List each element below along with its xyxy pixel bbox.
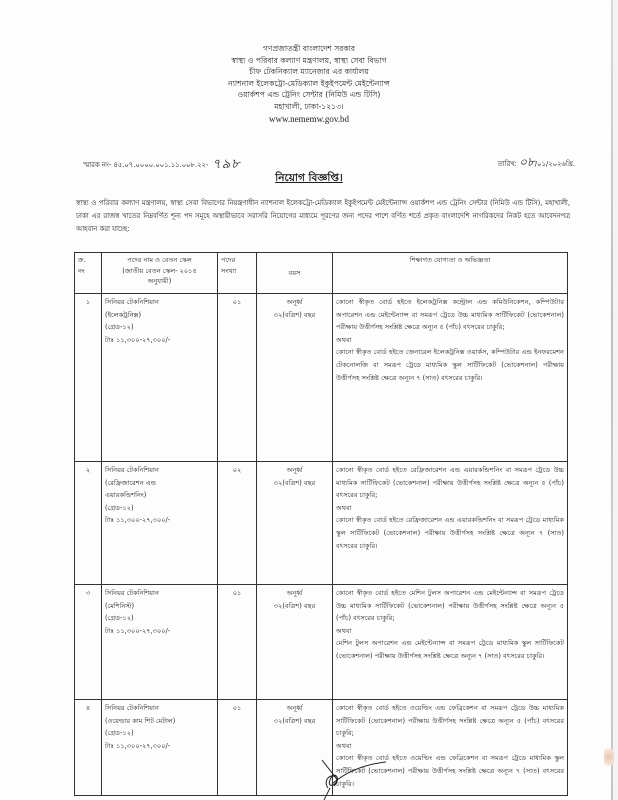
memo-row (83, 151, 575, 172)
cell-age: অনূর্ধ্ব ৩২(বত্রিশ) বছর (257, 700, 333, 796)
letterhead-line-address: মহাখালী, ঢাকা-১২১৩। (274, 101, 344, 111)
cell-quantity: ০১ (218, 294, 257, 462)
cell-qualification: কোনো স্বীকৃত বোর্ড হইতে রেফ্রিজারেশন এন্ড এয়ারকন্ডিশনিং বা সমরূপ ট্রেডে উচ্চ মাধ্যমিক সার্টিফিকেট (ভোকেশনাল) পরীক্ষায় উত্তীর্ণসহ সংশ্লিষ্ট ক্ষেত্রে অন্যূন ৫ (পাঁচ) বৎসরের চাকুরি; অথবা কোনো স্বীকৃত বোর্ড হইতে রেফ্রিজারেশন এন্ড এয়ারকন্ডিশনিং বা সমরূপ ট্রেডে মাধ্যমিক স্কুল সার্টিফিকেট (ভোকেশনাল) পরীক্ষায় উত্তীর্ণসহ সংশ্লিষ্ট ক্ষেত্রে অন্যূন ৭ (সাত) বৎসরের চাকুরি। (333, 462, 568, 585)
intro-paragraph: স্বাস্থ্য ও পরিবার কল্যাণ মন্ত্রণালয়, স্বাস্থ্য সেবা বিভাগের নিয়ন্ত্রণাধীন ন্যাশনাল ইলেকট্রো-মেডিক্যাল ইকুইপমেন্ট মেইন্টেন্যান্স ওয়ার্কশপ এন্ড ট্রেনিং সেন্টার (নিমিউ এন্ড টিসি), মহাখালী, ঢাকা এর রাজস্ব খাতের নিম্নবর্ণিত শূন্য পদ সমূহে অস্থায়ীভাবে সরাসরি নিয়োগের মাধ্যমে পূরণের জন্য পদের পাশে বর্ণিত শর্তে প্রকৃত বাংলাদেশি নাগরিকদের নিকট হতে আবেদনপত্র আহবান করা যাচ্ছে: (76, 199, 570, 234)
table-row (75, 462, 568, 585)
cell-quantity: ০১ (218, 700, 257, 796)
table-row (75, 585, 568, 700)
cell-quantity: ০২ (218, 462, 257, 585)
letterhead-line-office: চীফ টেকনিক্যাল ম্যানেজার এর কার্যালয় (249, 67, 369, 77)
table-header-row (75, 253, 568, 294)
notice-title: নিয়োগ বিজ্ঞপ্তি। (275, 172, 343, 184)
cell-age: অনূর্ধ্ব ৩২(বত্রিশ) বছর (257, 294, 333, 462)
cell-serial: ১ (75, 294, 102, 462)
cell-serial: ২ (75, 462, 102, 585)
posts-table (74, 252, 568, 796)
date-handwritten-day: ০৮ (519, 155, 535, 169)
date-label: তারিখ: (497, 160, 517, 168)
cell-qualification: কোনো স্বীকৃত বোর্ড হইতে মেশিন টুলস অপারেশন এন্ড মেইন্টেন্যান্স বা সমরূপ ট্রেডে উচ্চ মাধ্যমিক সার্টিফিকেট (ভোকেশনাল) পরীক্ষায় উত্তীর্ণসহ সংশ্লিষ্ট ক্ষেত্রে অন্যূন ৫ (পাঁচ) বৎসরের চাকুরি; অথবা মেশিন টুলস অপারেশন এন্ড মেইন্টেন্যান্স বা সমরূপ ট্রেডে মাধ্যমিক স্কুল সার্টিফিকেট (ভোকেশনাল) পরীক্ষায় উত্তীর্ণসহ সংশ্লিষ্ট ক্ষেত্রে অন্যূন ৭ (সাত) বৎসরের চাকুরি। (333, 585, 568, 700)
cell-quantity: ০১ (218, 585, 257, 700)
cell-serial: ৩ (75, 585, 102, 700)
cell-age: অনূর্ধ্ব ৩২(বত্রিশ) বছর (257, 585, 333, 700)
cell-age: অনূর্ধ্ব ৩২(বত্রিশ) বছর (257, 462, 333, 585)
cell-post: সিনিয়র টেকনিশিয়ান (ওয়েল্ডার কাম শিট মেটাল) (গ্রেড-১২) টাঃ ১১,৩০০-২৭,৩০০/- (102, 700, 218, 796)
cell-post: সিনিয়র টেকনিশিয়ান (ইলেকট্রনিক্স) (গ্রেড-১২) টাঃ ১১,৩০০-২৭,৩০০/- (102, 294, 218, 462)
letterhead-line-ministry: স্বাস্থ্য ও পরিবার কল্যাণ মন্ত্রণালয়, স্বাস্থ্য সেবা বিভাগ (231, 55, 387, 65)
cell-qualification: কোনো স্বীকৃত বোর্ড হইতে ইলেকট্রনিক্স কন্ট্রোল এন্ড কমিউনিকেশন, কম্পিউটার অপারেশন এন্ড মেইন্টেন্যান্স বা সমরূপ ট্রেডে উচ্চ মাধ্যমিক সার্টিফিকেট (ভোকেশনাল) পরীক্ষায় উত্তীর্ণসহ সংশ্লিষ্ট ক্ষেত্রে অন্যূন ৫ (পাঁচ) বৎসরের চাকুরি; অথবা কোনো স্বীকৃত বোর্ড হইতে জেনারেল ইলেকট্রনিক্স ওয়ার্কস, কম্পিউটার এন্ড ইনফরমেশন টেকনোলজি বা সমরূপ ট্রেডে মাধ্যমিক স্কুল সার্টিফিকেট (ভোকেশনাল) পরীক্ষায় উত্তীর্ণসহ সংশ্লিষ্ট ক্ষেত্রে অন্যূন ৭ (সাত) বৎসরের চাকুরি। (333, 294, 568, 462)
memo-handwritten-number: ৭৯৮ (212, 157, 241, 172)
header-qualification: শিক্ষাগত যোগ্যতা ও অভিজ্ঞতা (333, 253, 568, 294)
cell-qualification: কোনো স্বীকৃত বোর্ড হইতে ওয়েল্ডিং এন্ড ফেব্রিকেশন বা সমরূপ ট্রেডে উচ্চ মাধ্যমিক সার্টিফিকেট (ভোকেশনাল) পরীক্ষায় উত্তীর্ণসহ সংশ্লিষ্ট ক্ষেত্রে অন্যূন ৫ (পাঁচ) বৎসরের চাকুরি; অথবা কোনো স্বীকৃত বোর্ড হইতে ওয়েল্ডিং এন্ড ফেব্রিকেশন বা সমরূপ ট্রেডে মাধ্যমিক স্কুল সার্টিফিকেট (ভোকেশনাল) পরীক্ষায় উত্তীর্ণসহ সংশ্লিষ্ট ক্ষেত্রে অন্যূন ৭ (সাত) বৎসরের চাকুরি। (333, 700, 568, 796)
header-quantity: পদের সংখ্যা (218, 253, 257, 294)
letterhead-line-institute: ন্যাশনাল ইলেকট্রো-মেডিক্যাল ইকুইপমেন্ট মেইন্টেন্যান্স (228, 78, 390, 88)
letterhead (0, 43, 618, 125)
stamp-mark (604, 746, 614, 768)
header-serial: ক্র. নং (75, 253, 102, 294)
cell-serial: ৪ (75, 700, 102, 796)
table-row (75, 294, 568, 462)
signature-mark (318, 758, 388, 800)
letterhead-line-government: গণপ্রজাতন্ত্রী বাংলাদেশ সরকার (262, 44, 356, 53)
header-post-name: পদের নাম ও বেতন স্কেল (জাতীয় বেতন স্কেল- ২০১৫ অনুযায়ী) (102, 253, 218, 294)
date-rest: /০১/২০২৬খ্রি. (534, 160, 575, 168)
cell-post: সিনিয়র টেকনিশিয়ান (মেশিনিস্ট) (গ্রেড-১২) টাঃ ১১,৩০০-২৭,৩০০/- (102, 585, 218, 700)
letterhead-line-workshop: ওয়ার্কশপ এন্ড ট্রেনিং সেন্টার (নিমিউ এন্ড টিসি) (237, 90, 381, 100)
website-link[interactable]: www.nememw.gov.bd (269, 113, 349, 124)
memo-number-label: স্মারক নং- ৪৫.০৭.০০০০.০০১.১১.০০৮.২২- (83, 161, 209, 169)
header-age: বয়স (257, 253, 333, 294)
cell-post: সিনিয়র টেকনিশিয়ান (রেফ্রিজারেশন এন্ড এয়ারকন্ডিশনিং) (গ্রেড-১২) টাঃ ১১,৩০০-২৭,৩০০/- (102, 462, 218, 585)
